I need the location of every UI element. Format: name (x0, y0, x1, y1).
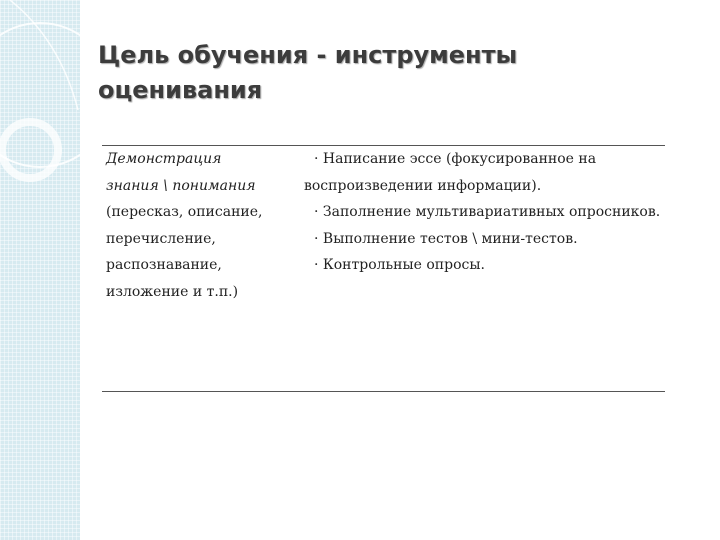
list-item: · Заполнение мультивариативных опросников. (314, 204, 661, 220)
cell-left-line: изложение и т.п.) (106, 283, 239, 300)
list-item: · Написание эссе (фокусированное на воспроизведении информации). (304, 151, 597, 194)
cell-left-italic-line: Демонстрация (106, 151, 222, 167)
title-line-2: оценивания (98, 76, 263, 104)
table-cell-left (106, 146, 302, 305)
cell-left-line: (пересказ, описание, (106, 204, 263, 220)
slide-title (98, 38, 698, 108)
list-item: · Контрольные опросы. (314, 257, 485, 273)
list-item: · Выполнение тестов \ мини-тестов. (314, 230, 578, 247)
cell-left-line: перечисление, (106, 230, 216, 247)
title-line-1: Цель обучения - инструменты (98, 41, 518, 69)
cell-left-line: распознавание, (106, 257, 222, 273)
decorative-circles (0, 0, 80, 540)
cell-left-italic-line: знания \ понимания (106, 177, 256, 194)
decorative-side-panel (0, 0, 80, 540)
content-table (102, 145, 665, 392)
table-cell-right (304, 146, 662, 279)
